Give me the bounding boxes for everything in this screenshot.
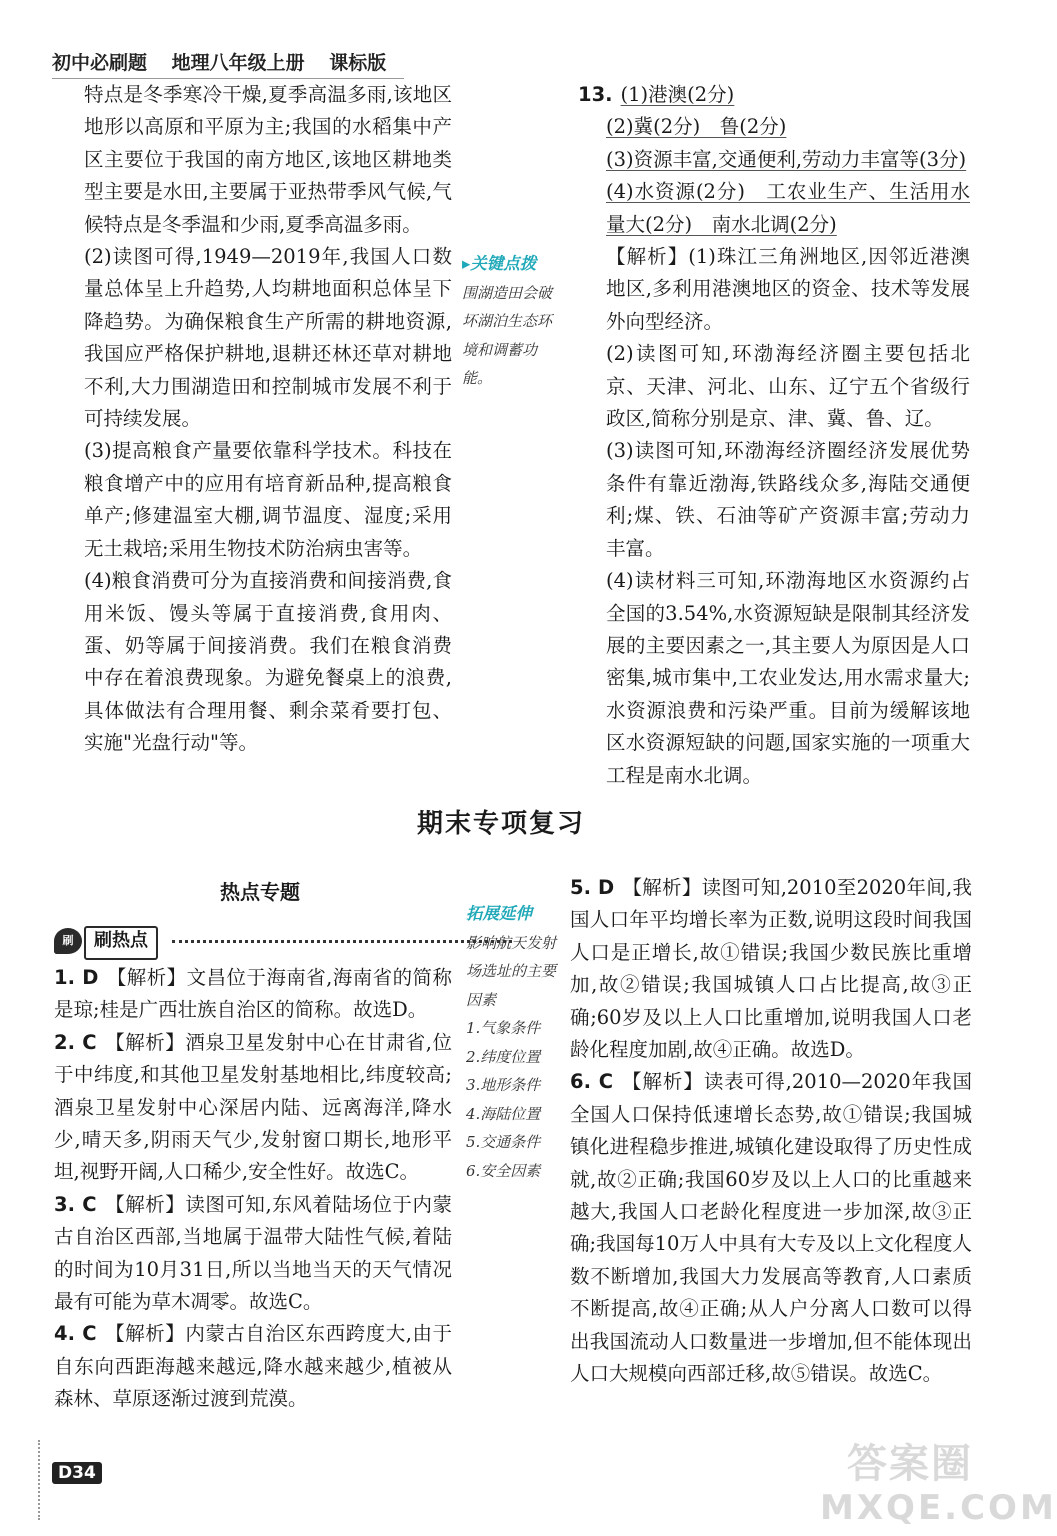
answer-line: (3)资源丰富,交通便利,劳动力丰富等(3分)	[606, 147, 967, 171]
hot-topic-badge	[54, 926, 454, 956]
side-note-extension	[466, 900, 566, 1185]
list-item: 5.交通条件	[466, 1133, 541, 1151]
list-item: 6.安全因素	[466, 1161, 541, 1180]
paragraph: 特点是冬季寒冷干燥,夏季高温多雨,该地区地形以高原和平原为主;我国的水稻集中产区主要位于我国的南方地区,该地区耕地类型主要是水田,主要属于亚热带季风气候,气候特点是冬季温和少雨,夏季高温多雨。	[84, 83, 452, 236]
analysis-paragraph: 【解析】(1)珠江三角洲地区,因邻近港澳地区,多利用港澳地区的资金、技术等发展外向型经济。	[606, 245, 970, 333]
bottom-left-answers	[54, 962, 452, 1416]
list-item: 4.海陆位置	[466, 1104, 541, 1123]
paragraph: (4)粮食消费可分为直接消费和间接消费,食用米饭、馒头等属于直接消费,食用肉、蛋、奶等属于间接消费。我们在粮食消费中存在着浪费现象。为避免餐桌上的浪费,具体做法有合理用餐、剩余菜肴要打包、实施"光盘行动"等。	[84, 569, 452, 755]
answer-item: 5. D 【解析】读图可知,2010至2020年间,我国人口年平均增长率为正数,说明这段时间我国人口是正增长,故①错误;我国少数民族比重增加,故②错误;我国城镇人口占比提高,故③正确;60岁及以上人口比重增加,说明我国人口老龄化程度加剧,故④正确。故选D。	[570, 876, 972, 1062]
side-note-title: 拓展延伸	[466, 904, 532, 923]
watermark-text: 答案圈	[847, 1441, 973, 1487]
watermark-url: MXQE.COM	[820, 1488, 1057, 1528]
watermark-logo	[820, 1440, 1057, 1536]
section-title: 期末专项复习	[416, 809, 585, 839]
header-subject: 地理八年级上册	[171, 52, 305, 74]
running-header	[52, 48, 404, 79]
answer-line: (4)水资源(2分) 工农业生产、生活用水量大(2分) 南水北调(2分)	[606, 180, 970, 236]
question-13	[578, 79, 970, 792]
page-margin-line	[38, 1440, 40, 1520]
paragraph: (2)读图可得,1949—2019年,我国人口数量总体呈上升趋势,人均耕地面积总体呈下降趋势。为确保粮食生产所需的耕地资源,我国应严格保护耕地,退耕还林还草对耕地不利,大力围湖造田和控制城市发展不利于可持续发展。	[84, 245, 452, 431]
question-number: 13.	[578, 83, 613, 106]
dotted-divider	[172, 940, 512, 943]
brush-icon: 刷	[54, 928, 82, 954]
side-note-text: 围湖造田会破坏湖泊生态环境和调蓄功能。	[462, 283, 553, 387]
page-number: D34	[52, 1462, 102, 1484]
answer-line: (1)港澳(2分)	[620, 83, 735, 106]
sub-title: 热点专题	[220, 880, 300, 904]
analysis-paragraph: (2)读图可知,环渤海经济圈主要包括北京、天津、河北、山东、辽宁五个省级行政区,简称分别是京、津、冀、鲁、辽。	[606, 342, 970, 431]
header-edition: 课标版	[329, 52, 387, 74]
answer-item: 2. C 【解析】酒泉卫星发射中心在甘肃省,位于中纬度,和其他卫星发射基地相比,纬度较高;酒泉卫星发射中心深居内陆、远离海洋,降水少,晴天多,阴雨天气少,发射窗口期长,地形平坦,视野开阔,人口稀少,安全性好。故选C。	[54, 1030, 453, 1184]
top-left-column	[84, 79, 452, 760]
list-item: 2.纬度位置	[466, 1047, 541, 1066]
answer-item: 3. C 【解析】读图可知,东风着陆场位于内蒙古自治区西部,当地属于温带大陆性气候,着陆的时间为10月31日,所以当地当天的天气情况最有可能为草木凋零。故选C。	[54, 1192, 453, 1314]
list-item: 3.地形条件	[466, 1076, 541, 1094]
side-note-key-point	[462, 250, 566, 393]
paragraph: (3)提高粮食产量要依靠科学技术。科技在粮食增产中的应用有培育新品种,提高粮食单产;修建温室大棚,调节温度、湿度;采用无土栽培;采用生物技术防治病虫害等。	[84, 439, 452, 560]
answer-item: 1. D 【解析】文昌位于海南省,海南省的简称是琼;桂是广西壮族自治区的简称。故选D。	[54, 966, 452, 1022]
header-series: 初中必刷题	[52, 52, 148, 74]
bottom-right-answers	[570, 872, 972, 1391]
side-note-title: ▸关键点拨	[462, 254, 537, 273]
analysis-paragraph: (4)读材料三可知,环渤海地区水资源约占全国的3.54%,水资源短缺是限制其经济发展的主要因素之一,其主要人为原因是人口密集,城市集中,工农业发达,用水需求量大;水资源浪费和污染严重。目前为缓解该地区水资源短缺的问题,国家实施的一项重大工程是南水北调。	[606, 569, 970, 787]
answer-item: 6. C 【解析】读表可得,2010—2020年我国全国人口保持低速增长态势,故①错误;我国城镇化进程稳步推进,城镇化建设取得了历史性成就,故②正确;我国60岁及以上人口的比重越来越大,我国人口老龄化程度进一步加深,故③正确;我国每10万人中具有大专及以上文化程度人数不断增加,我国大力发展高等教育,人口素质不断提高,故④正确;从人户分离人口数可以得出我国流动人口数量进一步增加,但不能体现出人口大规模向西部迁移,故⑤错误。故选C。	[570, 1070, 973, 1386]
list-item: 1.气象条件	[466, 1019, 541, 1037]
side-note-text: 影响航天发射场选址的主要因素	[466, 933, 557, 1009]
answer-line: (2)冀(2分) 鲁(2分)	[606, 115, 787, 139]
analysis-paragraph: (3)读图可知,环渤海经济圈经济发展优势条件有靠近渤海,铁路线众多,海陆交通便利;煤、铁、石油等矿产资源丰富;劳动力丰富。	[606, 439, 970, 560]
answer-item: 4. C 【解析】内蒙古自治区东西跨度大,由于自东向西距海越来越远,降水越来越少,植被从森林、草原逐渐过渡到荒漠。	[54, 1322, 453, 1411]
badge-label: 刷热点	[84, 926, 158, 960]
